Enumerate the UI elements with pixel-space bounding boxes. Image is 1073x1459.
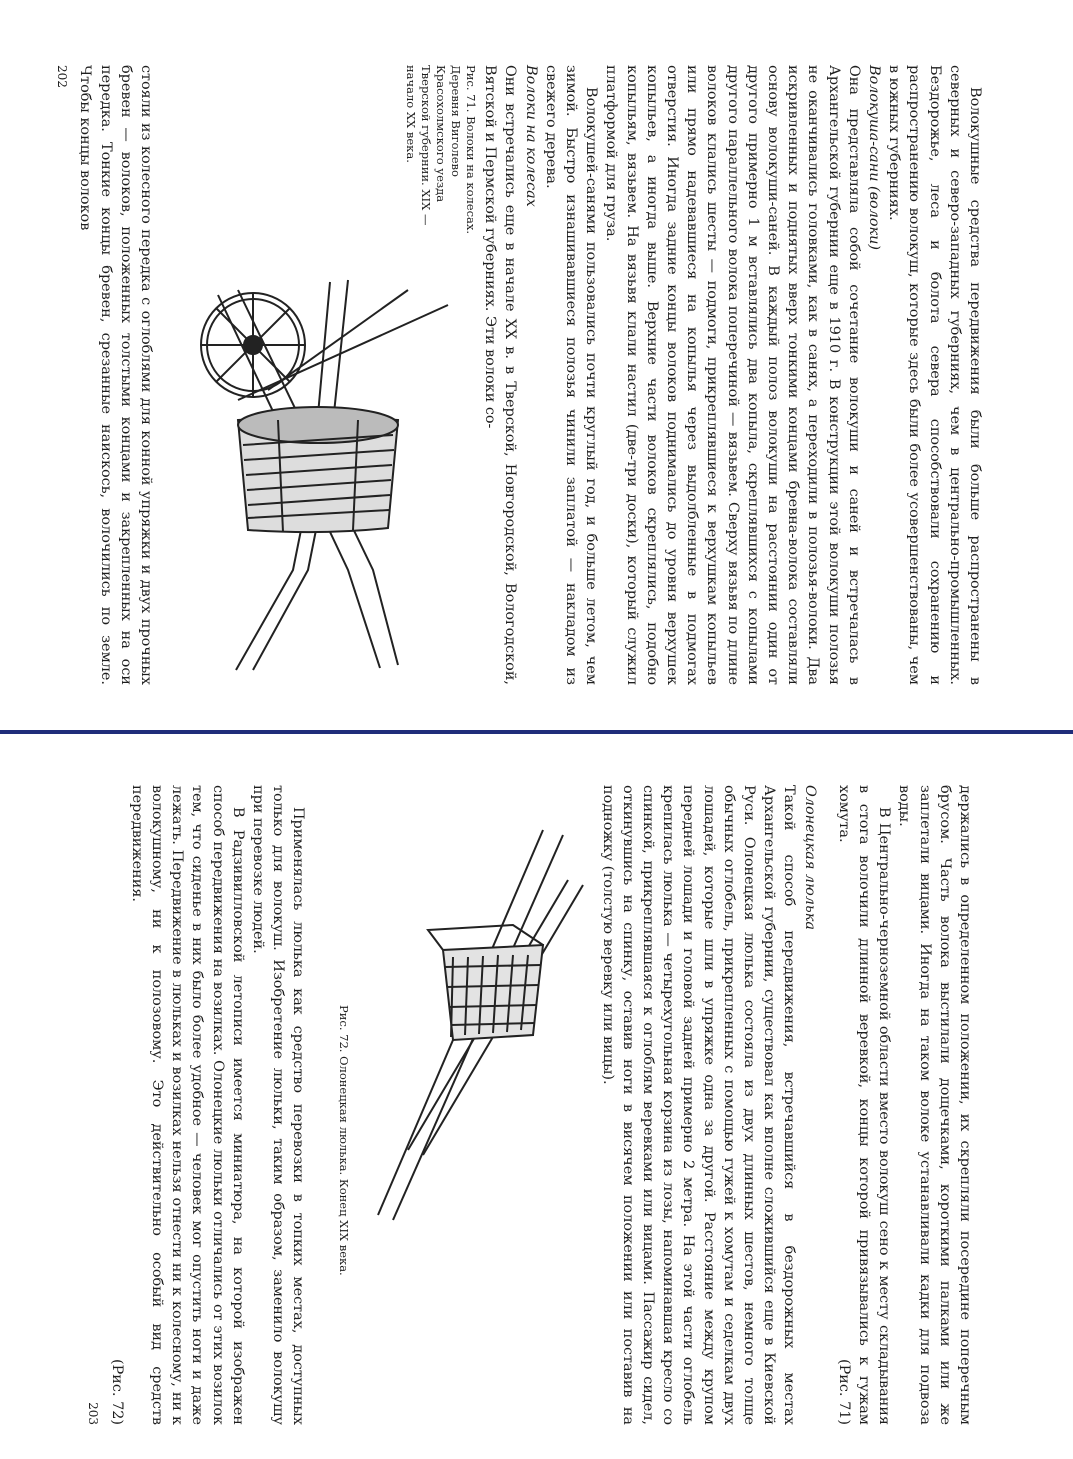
section-heading-voloki-na-kolesakh: Волоки на колесах [522, 65, 539, 207]
figure-72 [318, 785, 593, 1425]
page-203 [65, 785, 975, 1425]
paragraph-olonets-cradle: Такой способ передвижения, встречавшийся в бездорожных местах Архангельской губернии, существовал как вполне сложившийся еще в Киевской Руси. Олонецкая люлька состояла из двух длинных шестов, немного толще обычных оглобель, прикрепленных с помощью гужей к хомутам и седелкам двух лошадей, которые шли в упряжке одна за другой. Расстояние между крупом передней лошади и головой задней примерно 2 метра. На этой части оглобель крепилась люлька — четырехугольная корзина из лозы, напоминавшая кресло со спинкой, прикреплявшаяся к оглоблям веревками или вицами. Пассажир сидел, откинувшись на спинку, оставив ноги в висячем положении или поставив на подножку (толстую веревку или вицы). [599, 785, 798, 1425]
wheeled-drag-illustration [168, 270, 468, 675]
page-202 [55, 65, 985, 685]
paragraph-usage-cradle: Применялась люлька как средство перевозки в топких местах, доступных только для волокуш. Изобретение люльки, таким образом, заменило волокушу при перевозке людей. [249, 785, 307, 1425]
figure-ref-71: (Рис. 71) [835, 1358, 852, 1425]
figure-ref-72: (Рис. 72) [108, 1358, 125, 1425]
section-heading-volokusha-sani: Волокуша-сани (волоки) [865, 65, 882, 250]
page-number-203: 203 [86, 1402, 101, 1425]
olonets-cradle-illustration [373, 825, 593, 1225]
paragraph-voloki-end: стояли из колесного передка с оглоблями для конной упряжки и двух прочных бревен — волоков, положенных толстыми концами и закрепленных на оси передка. Тонкие концы бревен, срезанные наискось, волочились по земле. Чтобы концы волоков [77, 65, 154, 685]
paragraph-chernozem [834, 785, 895, 1425]
paragraph-voloki-continued: держались в определенном положении, их скрепляли посередине поперечным брусом. Часть волока выстилали дощечками, короткими палками или же заплетали вицами. Иногда на таком волоке устанавливали кадки для подвоза воды. [896, 785, 973, 1425]
paragraph-radzivill: В Радзивилловской летописи имеется миниатюра, на которой изображен способ передвижения на возилках. Олонецкие люльки отличались от этих возилок тем, что сиденье в них было более удобное — человек мог опустить ноги и даже лежать. Передвижение в люльках и возилках нельзя отнести ни к колесному, ни к волокушному, ни к полозовому. Это действительно особый вид средств передвижения. [128, 785, 246, 1425]
paragraph-voloki-start: Они встречались еще в начале XX в. в Тверской, Новгородской, Вологодской, Вятской и Пермской губерниях. Эти волоки со- [482, 65, 519, 685]
paragraph-volokusha-sani: Она представляла собой сочетание волокуши и саней и встречалась в Архангельской губернии еще в 1910 г. В конструкции этой волокуши полозья не оканчивались головками, как в санях, а переходили в полозья-волоки. Два искривленных и поднятых вверх тонкими концами бревна-волока составляли основу волокуши-саней. В каждый полоз волокуши на расстоянии один от другого примерно 1 м вставлялись два копыла, скреплявшихся с копылами другого параллельного волока поперечиной — вязьвем. Сверху вязьвя по длине волоков клались шесты — подмоги, прикреплявшиеся к верхушкам копыльев или прямо надевавшиеся на копылья через выдолбленные в подмогах отверстия. Иногда задние концы волоков поднимались до уровня верхушек копыльев, а иногда выше. Верхние части волоков скреплялись, подобно копыльям, вязьвем. На вязьвя клали настил (две-три доски), который служил платформой для груза. [603, 65, 862, 685]
page-divider [0, 730, 1073, 734]
figure-71-caption: Рис. 71. Волоки на колесах. Деревня Виголево Красохолмского уезда Тверской губернии. XIX — начало XX века. [403, 65, 478, 235]
paragraph-chernozem-text: В Центрально-черноземной области вместо волокуш сено к месту складывания в стога волочили длинной веревкой, концы которой привязывались к гужам хомута. [835, 785, 893, 1425]
figure-72-caption: Рис. 72. Олонецкая люлька. Конец XIX века. [337, 1005, 352, 1276]
page-number-202: 202 [55, 65, 70, 88]
paragraph-usage: Волокушей-санями пользовались почти круглый год, и больше летом, чем зимой. Быстро изнашивавшиеся полозья чинили заплатой — накладом из свежего дерева. [542, 65, 600, 685]
figure-71 [158, 65, 478, 685]
intro-paragraph: Волокушные средства передвижения были больше распространены в северных и северо-западных губерниях, чем в центрально-промышленных. Бездорожье, леса и болота севера способствовали сохранению и распространению волокуш, которые здесь были более усовершенствованы, чем в южных губерниях. [886, 65, 983, 685]
section-heading-olonets-cradle: Олонецкая люлька [801, 785, 818, 930]
